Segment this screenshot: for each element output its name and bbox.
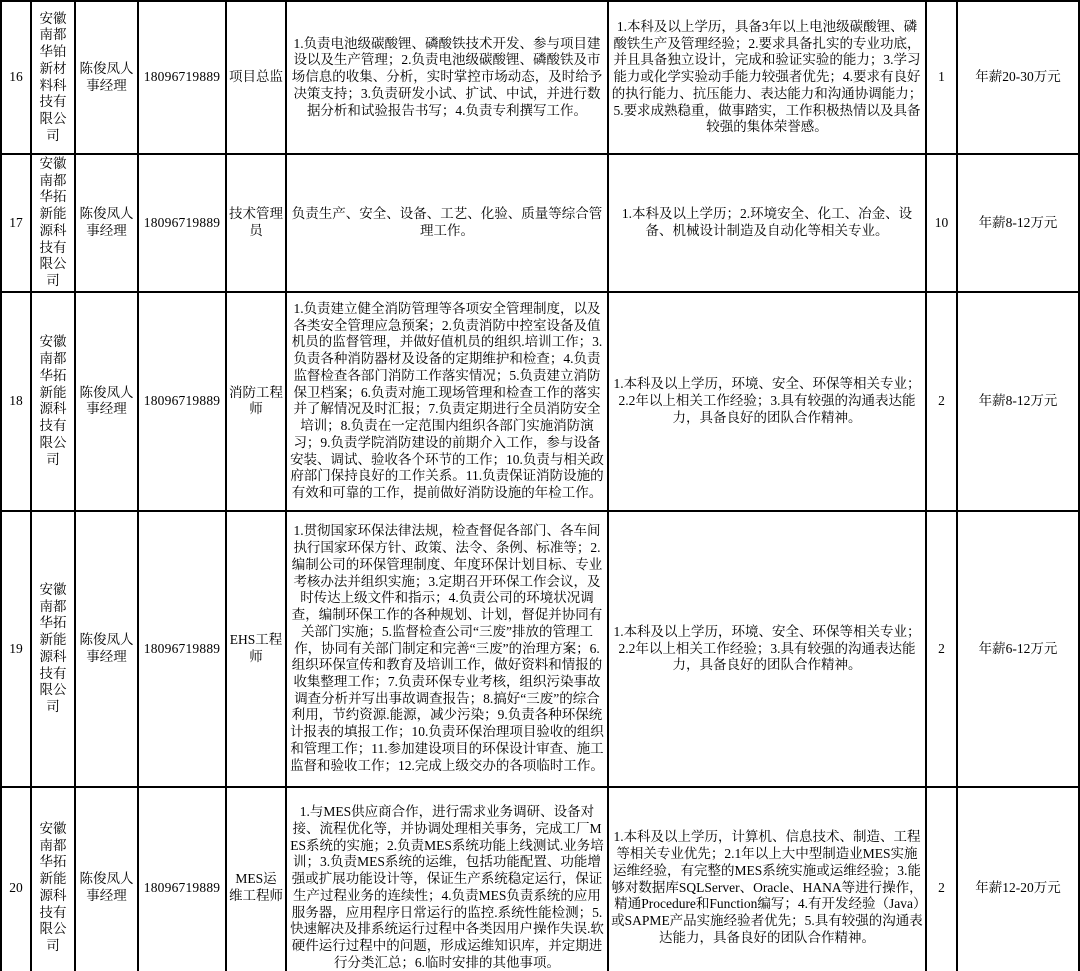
cell-salary: 年薪8-12万元 <box>957 292 1079 511</box>
cell-headcount: 2 <box>926 787 957 971</box>
cell-row-number: 18 <box>1 292 31 511</box>
cell-position: MES运维工程师 <box>226 787 286 971</box>
cell-duties: 1.与MES供应商合作，进行需求业务调研、设备对接、流程优化等，并协调处理相关事务，完成工厂MES系统的实施；2.负责MES系统功能上线测试.业务培训；3.负责MES系统的运维，包括功能配置、功能增强或扩展功能设计等，保证生产系统稳定运行，保证生产过程业务的连续性；4.负责MES负责系统的应用服务器，应用程序日常运行的监控.系统性能检测；5.快速解决及排系统运行过程中各类因用户操作失误.软硬件运行过程中的问题，形成运维知识库，并定期进行分类汇总；6.临时安排的其他事项。 <box>286 787 608 971</box>
cell-headcount: 10 <box>926 154 957 292</box>
table-row <box>1 787 1079 971</box>
cell-headcount: 2 <box>926 511 957 787</box>
cell-phone: 18096719889 <box>138 1 226 154</box>
cell-row-number: 19 <box>1 511 31 787</box>
cell-company-name: 安徽南都华拓新能源科技有限公司 <box>31 511 75 787</box>
cell-phone: 18096719889 <box>138 511 226 787</box>
cell-salary: 年薪20-30万元 <box>957 1 1079 154</box>
cell-phone: 18096719889 <box>138 154 226 292</box>
cell-salary: 年薪12-20万元 <box>957 787 1079 971</box>
cell-requirements: 1.本科及以上学历，环境、安全、环保等相关专业；2.2年以上相关工作经验；3.具有较强的沟通表达能力，具备良好的团队合作精神。 <box>608 511 926 787</box>
table-row <box>1 1 1079 154</box>
cell-duties: 负责生产、安全、设备、工艺、化验、质量等综合管理工作。 <box>286 154 608 292</box>
cell-company-name: 安徽南都华铂新材料科技有限公司 <box>31 1 75 154</box>
cell-duties: 1.负责建立健全消防管理等各项安全管理制度，以及各类安全管理应急预案；2.负责消防中控室设备及值机员的监督管理，并做好值机员的组织.培训工作；3.负责各种消防器材及设备的定期维护和检查；4.负责监督检查各部门消防工作落实情况；5.负责建立消防保卫档案；6.负责对施工现场管理和检查工作的落实并了解情况及时汇报；7.负责定期进行全员消防安全培训；8.负责在一定范围内组织各部门实施消防演习；9.负责学院消防建设的前期介入工作，参与设备安装、调试、验收各个环节的工作；10.负责与相关政府部门保持良好的工作关系。11.负责保证消防设施的有效和可靠的工作，提前做好消防设施的年检工作。 <box>286 292 608 511</box>
cell-contact: 陈俊凤人事经理 <box>75 1 138 154</box>
table-row <box>1 154 1079 292</box>
cell-row-number: 17 <box>1 154 31 292</box>
cell-requirements: 1.本科及以上学历；2.环境安全、化工、冶金、设备、机械设计制造及自动化等相关专业。 <box>608 154 926 292</box>
cell-salary: 年薪8-12万元 <box>957 154 1079 292</box>
cell-headcount: 2 <box>926 292 957 511</box>
cell-position: EHS工程师 <box>226 511 286 787</box>
cell-contact: 陈俊凤人事经理 <box>75 154 138 292</box>
cell-row-number: 20 <box>1 787 31 971</box>
cell-requirements: 1.本科及以上学历，计算机、信息技术、制造、工程等相关专业优先；2.1年以上大中型制造业MES实施运维经验，有完整的MES系统实施或运维经验；3.能够对数据库SQLServer、Oracle、HANA等进行操作，精通Procedure和Function编写；4.有开发经验（Java）或SAPME产品实施经验者优先；5.具有较强的沟通表达能力，具备良好的团队合作精神。 <box>608 787 926 971</box>
cell-requirements: 1.本科及以上学历，环境、安全、环保等相关专业；2.2年以上相关工作经验；3.具有较强的沟通表达能力，具备良好的团队合作精神。 <box>608 292 926 511</box>
table-row <box>1 511 1079 787</box>
cell-position: 项目总监 <box>226 1 286 154</box>
cell-salary: 年薪6-12万元 <box>957 511 1079 787</box>
cell-headcount: 1 <box>926 1 957 154</box>
cell-company-name: 安徽南都华拓新能源科技有限公司 <box>31 787 75 971</box>
cell-phone: 18096719889 <box>138 292 226 511</box>
cell-position: 消防工程师 <box>226 292 286 511</box>
cell-phone: 18096719889 <box>138 787 226 971</box>
cell-company-name: 安徽南都华拓新能源科技有限公司 <box>31 154 75 292</box>
cell-row-number: 16 <box>1 1 31 154</box>
cell-contact: 陈俊凤人事经理 <box>75 292 138 511</box>
cell-company-name: 安徽南都华拓新能源科技有限公司 <box>31 292 75 511</box>
cell-position: 技术管理员 <box>226 154 286 292</box>
cell-contact: 陈俊凤人事经理 <box>75 511 138 787</box>
cell-duties: 1.负责电池级碳酸锂、磷酸铁技术开发、参与项目建设以及生产管理；2.负责电池级碳酸锂、磷酸铁及市场信息的收集、分析，实时掌控市场动态，及时给予决策支持；3.负责研发小试、扩试、中试，并进行数据分析和试验报告书写；4.负责专利撰写工作。 <box>286 1 608 154</box>
table-row <box>1 292 1079 511</box>
cell-duties: 1.贯彻国家环保法律法规，检查督促各部门、各车间执行国家环保方针、政策、法令、条例、标准等；2.编制公司的环保管理制度、年度环保计划目标、专业考核办法并组织实施；3.定期召开环保工作会议，及时传达上级文件和指示；4.负责公司的环境状况调查，编制环保工作的各种规划、计划，督促并协同有关部门实施；5.监督检查公司“三废”排放的管理工作，协同有关部门制定和完善“三废”的治理方案；6.组织环保宣传和教育及培训工作，做好资料和情报的收集整理工作；7.负责环保专业考核，组织污染事故调查分析并写出事故调查报告；8.搞好“三废”的综合利用，节约资源.能源，减少污染；9.负责各种环保统计报表的填报工作；10.负责环保治理项目验收的组织和管理工作；11.参加建设项目的环保设计审查、施工监督和验收工作；12.完成上级交办的各项临时工作。 <box>286 511 608 787</box>
cell-contact: 陈俊凤人事经理 <box>75 787 138 971</box>
cell-requirements: 1.本科及以上学历，具备3年以上电池级碳酸锂、磷酸铁生产及管理经验；2.要求具备扎实的专业功底，并且具备独立设计，完成和验证实验的能力；3.学习能力或化学实验动手能力较强者优先；4.要求有良好的执行能力、抗压能力、表达能力和沟通协调能力；5.要求成熟稳重，做事踏实，工作积极热情以及具备较强的集体荣誉感。 <box>608 1 926 154</box>
